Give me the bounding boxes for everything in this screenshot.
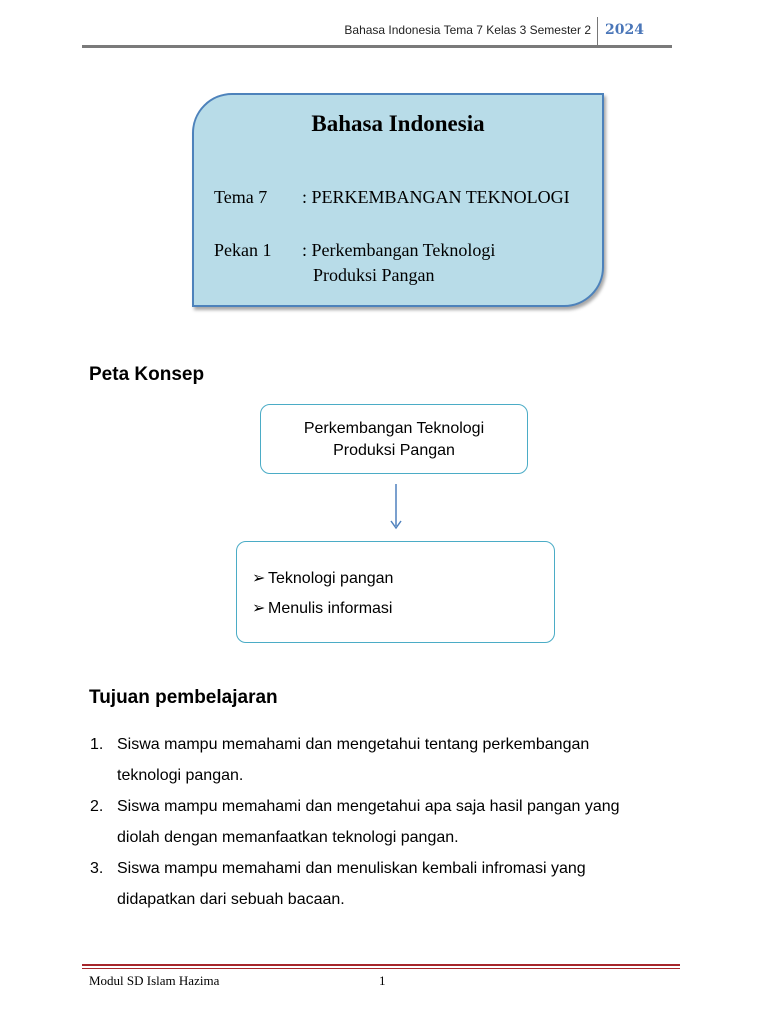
title-card <box>192 93 604 307</box>
objective-line2: didapatkan dari sebuah bacaan. <box>117 891 345 908</box>
concept-map-heading: Peta Konsep <box>89 364 205 385</box>
footer-module-name: Modul SD Islam Hazima <box>89 973 220 988</box>
header-divider <box>597 17 598 45</box>
concept-map-item-text: Menulis informasi <box>268 600 393 617</box>
down-arrow-icon <box>388 484 404 534</box>
concept-map-top-line1: Perkembangan Teknologi <box>303 420 485 437</box>
concept-map-item <box>252 598 392 618</box>
objective-item <box>90 791 690 853</box>
objective-number: 3. <box>90 860 104 877</box>
running-header-title: Bahasa Indonesia Tema 7 Kelas 3 Semester 2 <box>344 23 591 37</box>
objective-item <box>90 853 690 915</box>
theme-value: : PERKEMBANGAN TEKNOLOGI <box>302 187 570 207</box>
objective-line1: Siswa mampu memahami dan menuliskan kembali infromasi yang <box>117 860 586 877</box>
week-value-line1: : Perkembangan Teknologi <box>302 240 496 260</box>
arrow-bullet-icon: ➢ <box>252 600 266 617</box>
arrow-bullet-icon: ➢ <box>252 570 266 587</box>
footer-rule-thin <box>82 968 680 969</box>
footer-rule-thick <box>82 964 680 966</box>
card-title: Bahasa Indonesia <box>311 111 485 136</box>
concept-map-item-text: Teknologi pangan <box>268 570 394 587</box>
theme-label: Tema 7 <box>214 187 268 207</box>
objective-line1: Siswa mampu memahami dan mengetahui tentang perkembangan <box>117 736 590 753</box>
objective-line2: diolah dengan memanfaatkan teknologi pangan. <box>117 829 459 846</box>
objective-line2: teknologi pangan. <box>117 767 244 784</box>
week-label: Pekan 1 <box>214 240 272 260</box>
objective-item <box>90 729 690 791</box>
objective-number: 1. <box>90 736 104 753</box>
concept-map-top-line2: Produksi Pangan <box>333 442 455 459</box>
page-number: 1 <box>379 973 386 988</box>
objective-number: 2. <box>90 798 104 815</box>
header-rule <box>82 45 672 48</box>
concept-map-top-box <box>260 404 528 474</box>
concept-map-bottom-box <box>236 541 555 643</box>
header-year: 2024 <box>605 22 644 38</box>
week-value-line2: Produksi Pangan <box>313 265 435 285</box>
objectives-heading: Tujuan pembelajaran <box>89 687 278 708</box>
concept-map-item <box>252 568 393 588</box>
objective-line1: Siswa mampu memahami dan mengetahui apa saja hasil pangan yang <box>117 798 620 815</box>
